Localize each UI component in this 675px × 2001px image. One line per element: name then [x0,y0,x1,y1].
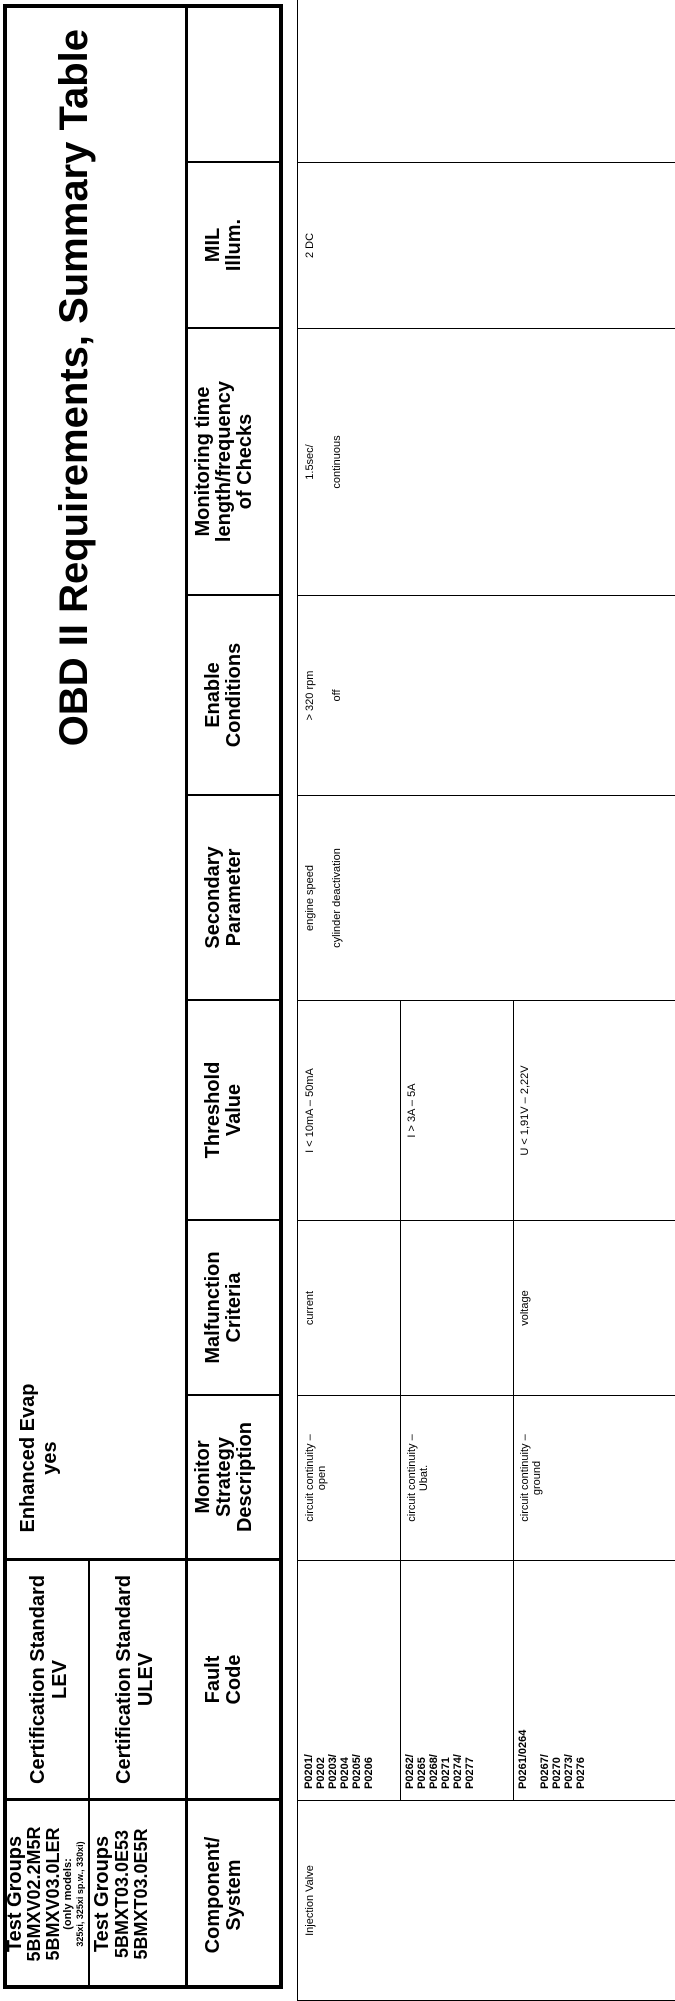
col-fault-code: Fault Code [202,1654,245,1705]
divider [88,1798,90,1989]
divider [400,1001,401,1801]
cell-monitoring-time: 1.5sec/ [304,444,316,480]
cell-fault-codes-b: P0262/ P0265 P0268/ P0271 P0274/ P0277 [404,1754,477,1789]
divider [297,795,675,796]
col-monitoring-time: Monitoring time length/frequency of Checks [192,380,256,543]
divider [185,4,188,1989]
divider [513,1001,514,1801]
test-group-a2: 5BMXV03.0LER [43,1827,63,1961]
divider [297,1220,675,1221]
divider [297,1560,675,1561]
cell-mil-illum: 2 DC [304,232,316,259]
col-mil-illum: MIL Illum. [202,218,245,272]
cert-standard-b-label: Certification Standard [113,1575,135,1784]
only-models-note: (only models: [62,1858,74,1930]
cell-component: Injection Valve [304,1865,316,1936]
cell-fault-codes-c: P0261/0264 P0267/ P0270 P0273/ P0276 [517,1729,588,1789]
divider [297,162,675,163]
cell-enable-rpm: > 320 rpm [304,670,316,721]
cell-secondary-engine-speed: engine speed [304,864,316,932]
test-groups-a-label: Test Groups [4,1835,26,1953]
cell-threshold-ground: U < 1,91V – 2,22V [519,1065,531,1156]
cell-enable-off: off [331,689,343,702]
test-groups-b-label: Test Groups [91,1835,113,1953]
col-threshold-value: Threshold Value [202,1061,245,1159]
cell-threshold-open: I < 10mA – 50mA [304,1068,316,1153]
col-component: Component/ System [202,1836,245,1954]
test-group-b2: 5BMXT03.0E5R [131,1828,151,1960]
cert-standard-a-label: Certification Standard [27,1575,49,1784]
divider [297,595,675,596]
cell-monitoring-frequency: continuous [331,435,343,489]
cell-criteria-current: current [304,1290,316,1326]
cell-secondary-cylinder-deactivation: cylinder deactivation [331,848,343,948]
enhanced-evap-label: Enhanced Evap [17,1383,39,1533]
test-group-a1: 5BMXV02.2M5R [24,1826,44,1962]
col-enable-conditions: Enable Conditions [202,642,245,748]
page-title: OBD II Requirements, Summary Table [52,29,96,747]
cell-strategy-open: circuit continuity – open [304,1434,329,1522]
cell-fault-codes-a: P0201/ P0202 P0203/ P0204 P0205/ P0206 [303,1754,376,1789]
cell-threshold-ubat: I > 3A – 5A [406,1083,418,1138]
cert-standard-a-value: LEV [49,1660,71,1699]
col-secondary-parameter: Secondary Parameter [202,846,245,949]
divider [297,1395,675,1396]
only-models-list: 325xi, 325xi sp.w., 330xi) [75,1841,85,1947]
divider [297,328,675,329]
col-monitor-strategy: Monitor Strategy Description [192,1421,256,1533]
cell-strategy-ubat: circuit continuity – Ubat. [406,1434,431,1522]
cell-strategy-ground: circuit continuity – ground [519,1434,544,1522]
divider [297,1800,675,1801]
cert-standard-b-value: ULEV [135,1652,157,1707]
enhanced-evap-value: yes [39,1441,61,1475]
col-malfunction-criteria: Malfunction Criteria [202,1251,245,1364]
divider [88,1561,90,1801]
test-group-b1: 5BMXT03.0E53 [112,1829,132,1959]
divider [297,1000,675,1001]
cell-criteria-voltage: voltage [519,1290,531,1326]
